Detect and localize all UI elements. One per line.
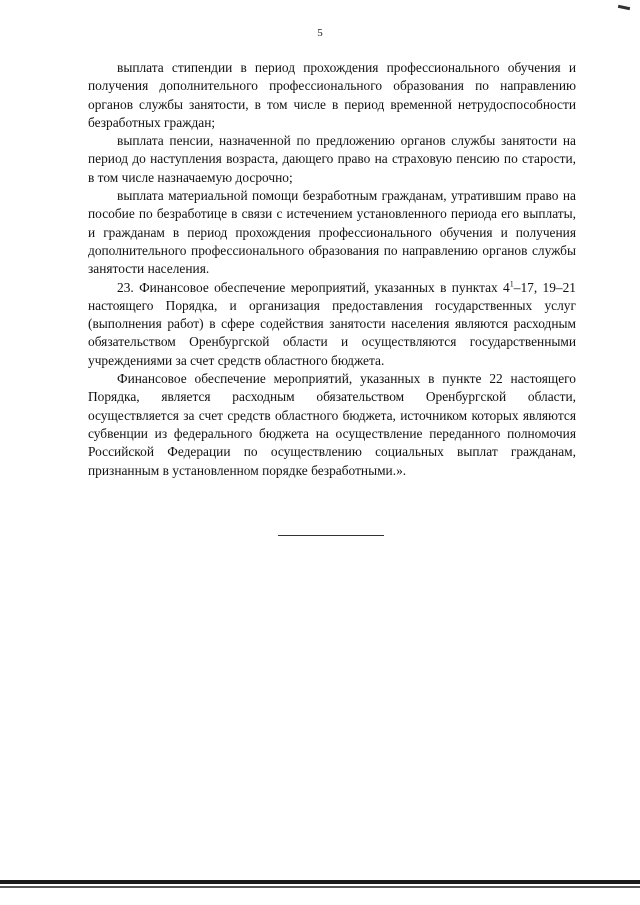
item-23-text-end: –17, 19–21 настоящего Порядка, и организация предоставления государственных услуг (выполнения работ) в сфере содействия занятости населения являются расходным обязательством Оренбургской области и осуществляются государственными учреждениями за счет средств областного бюджета. bbox=[88, 279, 576, 368]
end-separator-line bbox=[278, 535, 384, 536]
paragraph-material-aid: выплата материальной помощи безработным гражданам, утратившим право на пособие по безработице в связи с истечением установленного периода его выплаты, и гражданам в период прохождения профессионального обучения и получения дополнительного профессионального образования по направлению органов службы занятости населения. bbox=[88, 188, 576, 277]
document-body bbox=[88, 59, 576, 480]
scan-bottom-border bbox=[0, 880, 640, 884]
item-23-superscript: 1 bbox=[509, 279, 514, 289]
paragraph-stipend: выплата стипендии в период прохождения профессионального обучения и получения дополнительного профессионального образования по направлению органов службы занятости, в том числе в период временной нетрудоспособности безработных граждан; bbox=[88, 60, 576, 130]
paragraph-pension: выплата пенсии, назначенной по предложению органов службы занятости на период до наступления возраста, дающего право на страховую пенсию по старости, в том числе назначаемую досрочно; bbox=[88, 133, 576, 185]
scan-corner-mark bbox=[618, 5, 630, 10]
item-23-text-start: 23. Финансовое обеспечение мероприятий, указанных в пунктах 4 bbox=[117, 279, 510, 295]
paragraph-closing: Финансовое обеспечение мероприятий, указанных в пункте 22 настоящего Порядка, является расходным обязательством Оренбургской области, осуществляется за счет средств областного бюджета, источником которых являются субвенции из федерального бюджета на осуществление переданного полномочия Российской Федерации по осуществлению социальных выплат гражданам, признанным в установленном порядке безработными.». bbox=[88, 371, 576, 478]
paragraph-item-23 bbox=[88, 279, 576, 370]
page-number: 5 bbox=[317, 27, 323, 39]
scan-bottom-border-thin bbox=[0, 886, 640, 888]
